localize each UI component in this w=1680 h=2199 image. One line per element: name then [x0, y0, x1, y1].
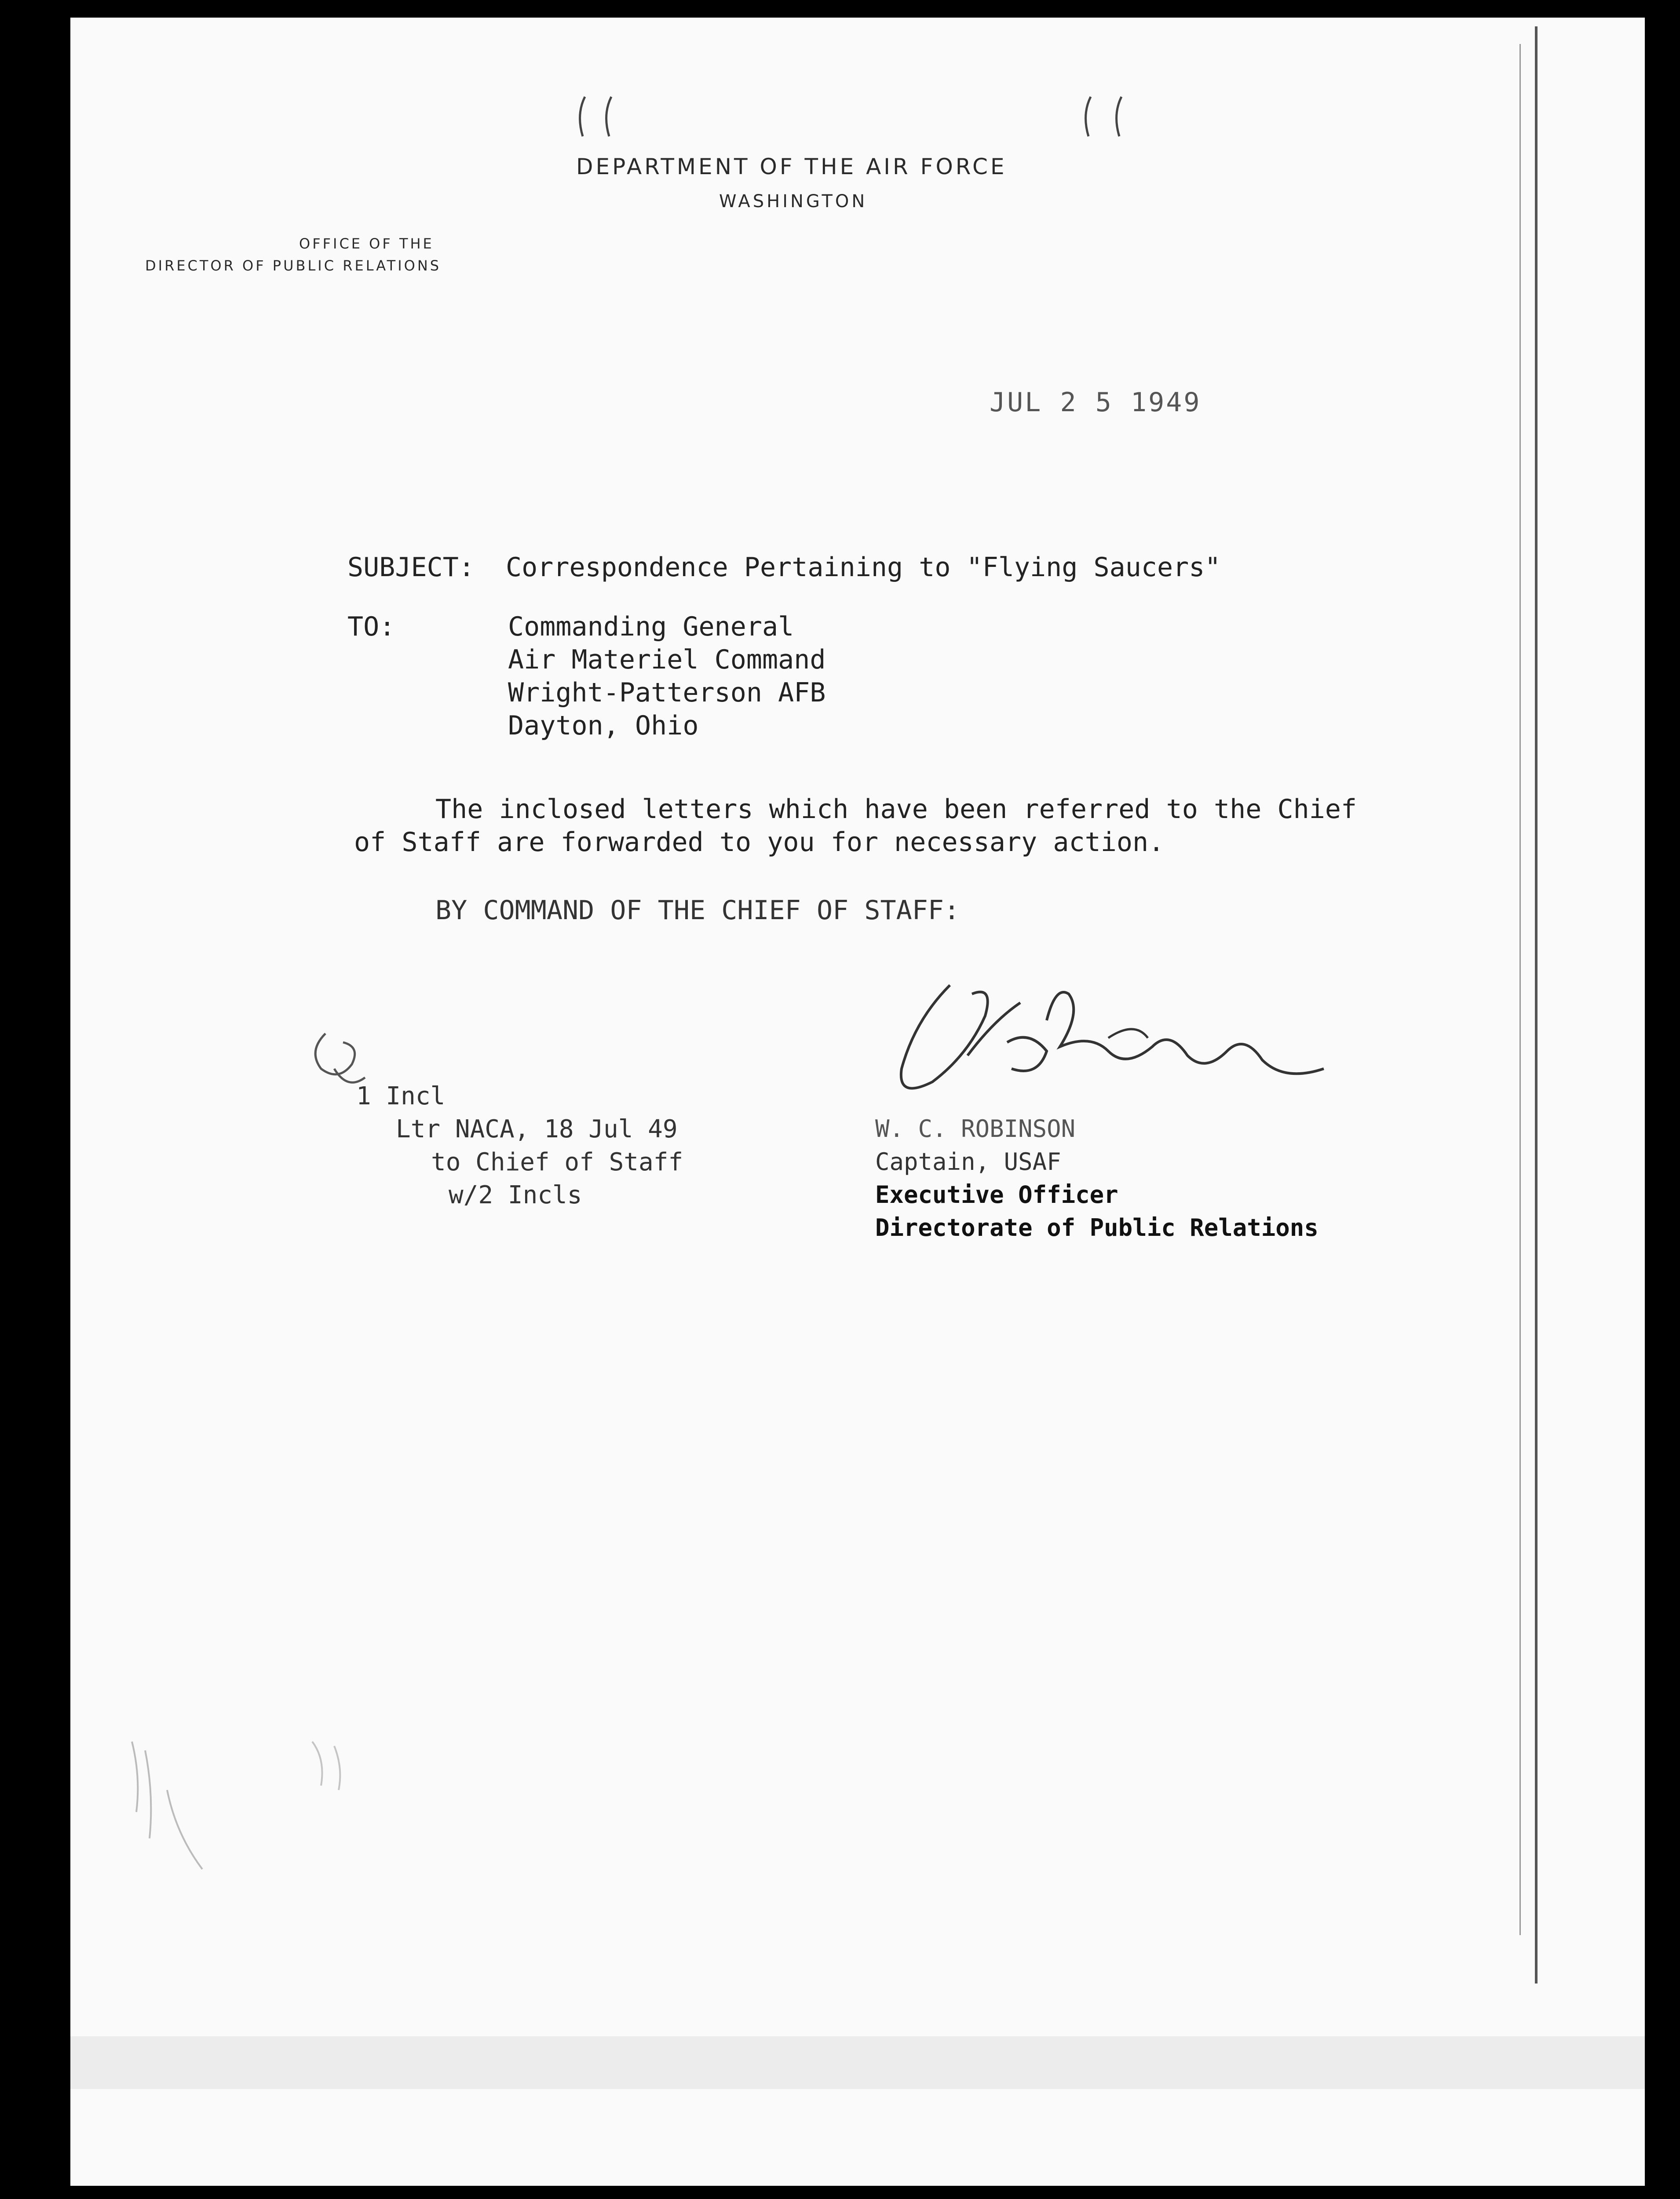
- address-line: Air Materiel Command: [508, 644, 826, 675]
- to-label: TO:: [347, 611, 395, 642]
- body-line-1: The inclosed letters which have been referred to the Chief: [435, 794, 1357, 825]
- body-line-2: of Staff are forwarded to you for necessary action.: [354, 827, 1165, 858]
- subject-label: SUBJECT:: [347, 552, 475, 583]
- office-line-1: OFFICE OF THE: [299, 235, 434, 252]
- closing-line: BY COMMAND OF THE CHIEF OF STAFF:: [435, 895, 960, 926]
- scan-band: [70, 2036, 1645, 2089]
- inclosure-line: w/2 Incls: [449, 1181, 582, 1209]
- signer-rank: Captain, USAF: [875, 1148, 1061, 1176]
- pencil-marks: [114, 1724, 378, 1900]
- address-line: Wright-Patterson AFB: [508, 677, 826, 708]
- page-edge-line: [1535, 26, 1538, 1983]
- signer-directorate: Directorate of Public Relations: [875, 1214, 1318, 1242]
- office-line-2: DIRECTOR OF PUBLIC RELATIONS: [145, 257, 442, 274]
- top-punch-marks: [466, 88, 1214, 158]
- inclosure-line: to Chief of Staff: [431, 1148, 683, 1176]
- inclosure-line: 1 Incl: [356, 1082, 446, 1110]
- department-city: WASHINGTON: [719, 191, 868, 212]
- handwritten-signature: [862, 968, 1346, 1117]
- date-stamp: JUL 2 5 1949: [990, 387, 1202, 418]
- document-page: [70, 18, 1645, 2186]
- inclosure-line: Ltr NACA, 18 Jul 49: [396, 1115, 678, 1143]
- department-title: DEPARTMENT OF THE AIR FORCE: [576, 154, 1007, 179]
- address-line: Commanding General: [508, 611, 794, 642]
- subject-text: Correspondence Pertaining to "Flying Saucers": [506, 552, 1221, 583]
- address-line: Dayton, Ohio: [508, 710, 699, 741]
- signer-name: W. C. ROBINSON: [875, 1115, 1076, 1143]
- signer-title: Executive Officer: [875, 1181, 1118, 1209]
- page-edge-line: [1519, 44, 1521, 1935]
